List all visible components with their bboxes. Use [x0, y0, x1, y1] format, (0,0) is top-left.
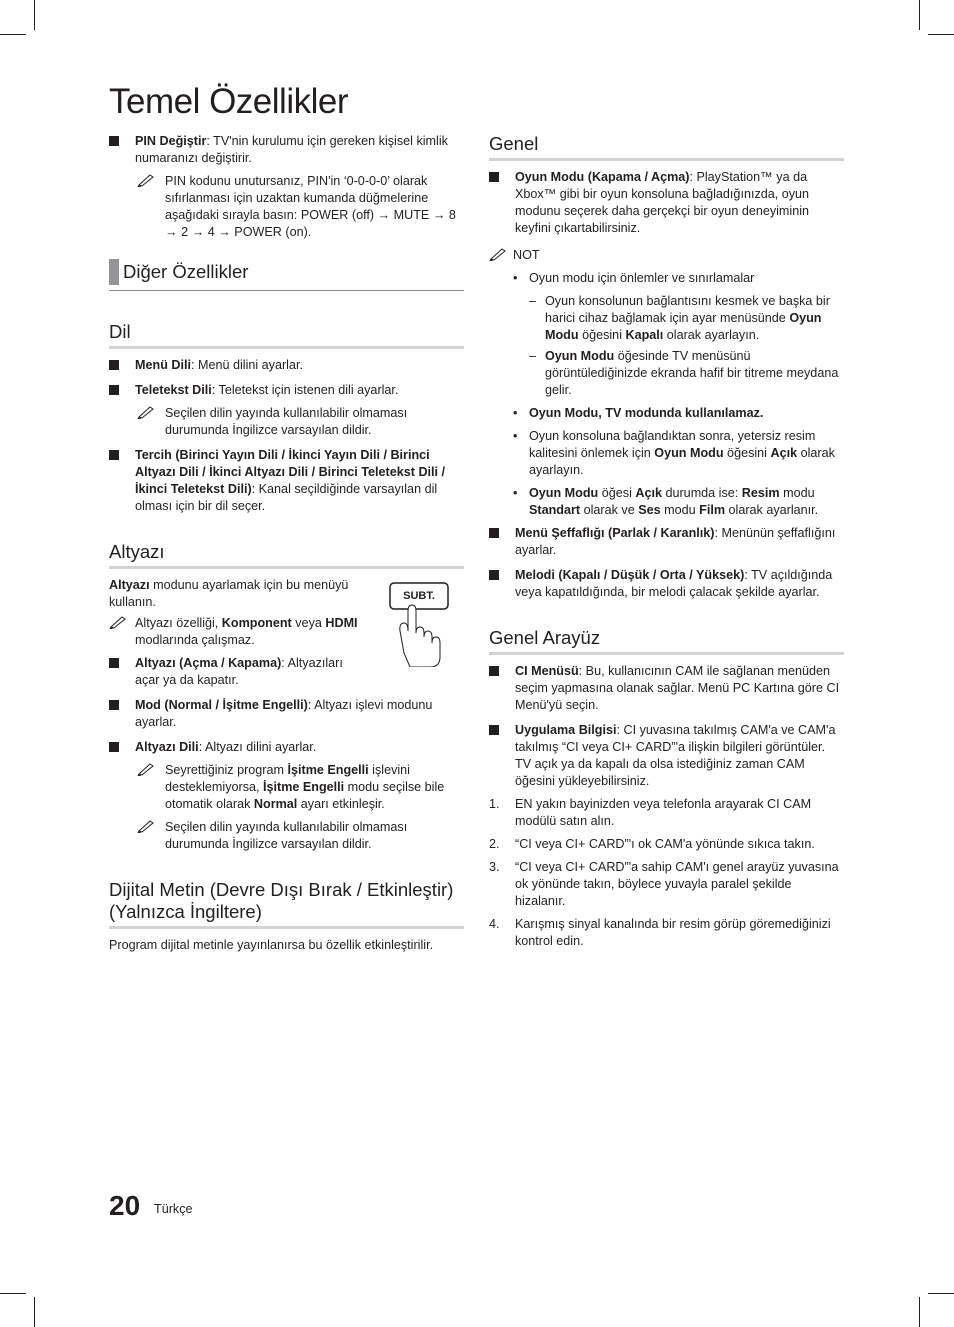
pencil-note-icon — [137, 762, 155, 776]
list-item-text: Oyun modu için önlemler ve sınırlamalar — [529, 271, 755, 285]
step-item — [489, 916, 844, 950]
dash-bullet-icon: – — [529, 294, 537, 308]
page-number: 20 — [109, 1190, 141, 1221]
list-item-text: olarak ayarlanır. — [725, 503, 819, 517]
melodi-text: : TV açıldığında veya kapatıldığında, bir melodi çalacak şekilde ayarlar. — [515, 568, 833, 599]
section-heading-arayuz — [489, 627, 844, 655]
seffaf-text: : Menünün şeffaflığını ayarlar. — [515, 526, 836, 557]
menu-dili-text: : Menü dilini ayarlar. — [190, 358, 303, 372]
crop-mark — [919, 1297, 920, 1327]
pin-note-text: PIN kodunu unutursanız, PIN'in ‘0-0-0-0’ olarak sıfırlanması için uzaktan kumanda düğmelerine aşağıdaki sırayla basın: — [165, 174, 429, 222]
altyazi-intro — [109, 577, 369, 611]
list-item-text: modu — [779, 486, 815, 500]
section-heading-dil — [109, 321, 464, 349]
heading-bar — [109, 259, 119, 285]
step-number: 1. — [489, 797, 500, 811]
normal-text: Normal — [253, 797, 298, 811]
square-bullet-icon — [109, 700, 119, 710]
crop-mark — [0, 1293, 26, 1294]
list-item — [509, 428, 844, 479]
section-heading-genel — [489, 133, 844, 161]
list-item-text: olarak ayarlayın. — [529, 446, 835, 477]
dil-heading: Dil — [109, 321, 131, 342]
hdmi-text: HDMI — [325, 616, 358, 630]
altyazi-dili-item — [109, 739, 464, 756]
mod-label: Mod (Normal / İşitme Engelli) — [135, 698, 308, 712]
not-label: NOT — [513, 248, 540, 262]
isitme-note — [109, 762, 464, 813]
dot-bullet-icon: • — [513, 429, 518, 443]
crop-mark — [34, 1297, 35, 1327]
list-item-text: Oyun konsolunun bağlantısını kesmek ve başka bir harici cihaz bağlamak için ayar menüsünde — [545, 294, 830, 325]
komponent-text: Komponent — [221, 616, 292, 630]
note-text: işlevini desteklemiyorsa, — [165, 763, 410, 794]
ci-label: CI Menüsü — [515, 664, 579, 678]
square-bullet-icon — [109, 360, 119, 370]
crop-mark — [928, 34, 954, 35]
isitme-engelli-text: İşitme Engelli — [263, 780, 345, 794]
seffaflik-item — [489, 525, 844, 559]
mod-item — [109, 697, 464, 731]
altyazi-note-text: Altyazı özelliği, — [135, 616, 222, 630]
steps-list — [489, 796, 844, 950]
oyun-modu-text: Oyun Modu — [654, 446, 724, 460]
ci-text: : Bu, kullanıcının CAM ile sağlanan menüden seçim yapmasına olanak sağlar. Menü PC Kartına göre CI Menü'yü seçin. — [515, 664, 840, 712]
list-item-text: öğesi — [598, 486, 636, 500]
crop-mark — [919, 0, 920, 30]
section-heading-altyazi — [109, 541, 464, 569]
page-title: Temel Özellikler — [109, 82, 348, 121]
teletekst-note-text: Seçilen dilin yayında kullanılabilir olmaması durumunda İngilizce varsayılan dildir. — [165, 406, 408, 437]
step-number: 4. — [489, 917, 500, 931]
list-item-text: öğesini — [578, 328, 626, 342]
pin-label: PIN Değiştir — [135, 134, 207, 148]
list-item — [509, 270, 844, 287]
list-item — [509, 348, 844, 399]
pencil-note-icon — [137, 173, 155, 187]
pin-note-off: (off) → — [348, 208, 394, 222]
pencil-note-icon — [137, 819, 155, 833]
altyazi-dili-text: : Altyazı dilini ayarlar. — [198, 740, 317, 754]
dijital-heading: Dijital Metin (Devre Dışı Bırak / Etkinleştir) (Yalnızca İngiltere) — [109, 879, 454, 922]
menu-dili-label: Menü Dili — [135, 358, 191, 372]
ses-text: Ses — [638, 503, 661, 517]
pin-item — [109, 133, 464, 167]
tercih-text: : Kanal seçildiğinde varsayılan dil olması için bir dil seçer. — [135, 482, 438, 513]
pin-note-on: (on). — [281, 225, 312, 239]
altyazi-dili-note — [109, 819, 464, 853]
list-item-text: olarak ve — [580, 503, 639, 517]
step-number: 2. — [489, 837, 500, 851]
altyazi-dili-note-text: Seçilen dilin yayında kullanılabilir olmaması durumunda İngilizce varsayılan dildir. — [165, 820, 408, 851]
list-item-text: durumda ise: — [661, 486, 742, 500]
oyun-modu-item — [489, 169, 844, 237]
page-language: Türkçe — [154, 1202, 193, 1216]
tercih-label: Tercih (Birinci Yayın Dili / İkinci Yayın Dili / Birinci Altyazı Dili / İkinci Altyazı Dili / Birinci Teletekst Dili / İkinci Teletekst Dili) — [135, 448, 446, 496]
right-column — [489, 133, 844, 956]
step-number: 3. — [489, 860, 500, 874]
square-bullet-icon — [109, 450, 119, 460]
pin-text: : TV'nin kurulumu için gereken kişisel kimlik numaranızı değiştirir. — [135, 134, 448, 165]
list-item-text: olarak ayarlayın. — [663, 328, 760, 342]
seffaf-label: Menü Şeffaflığı (Parlak / Karanlık) — [515, 526, 715, 540]
dot-bullet-icon: • — [513, 271, 518, 285]
step-text: “CI veya CI+ CARD”'a sahip CAM'ı genel arayüz yuvasına ok yönünde takın, böylece yuvayla paralel şekilde hizalanır. — [515, 860, 839, 908]
oyun-modu-text: Oyun Modu — [545, 349, 615, 363]
uyg-label: Uygulama Bilgisi — [515, 723, 617, 737]
tercih-item — [109, 447, 464, 515]
kapali-text: Kapalı — [625, 328, 664, 342]
crop-mark — [928, 1293, 954, 1294]
pin-note — [109, 173, 464, 241]
oyun-modu-text: Oyun Modu — [529, 486, 599, 500]
standart-text: Standart — [529, 503, 581, 517]
remote-hand-icon — [386, 581, 452, 667]
teletekst-text: : Teletekst için istenen dili ayarlar. — [211, 383, 399, 397]
altyazi-intro-text: modunu ayarlamak için bu menüyü kullanın. — [109, 578, 349, 609]
square-bullet-icon — [489, 666, 499, 676]
uyg-text: : CI yuvasına takılmış CAM'a ve CAM'a takılmış “CI veya CI+ CARD”'a ilişkin bilgileri görüntüler. TV açık ya da kapalı da olsa istediğiniz zaman CAM öğesini yükleyebilirsiniz. — [515, 723, 836, 788]
step-text: “CI veya CI+ CARD”'ı ok CAM'a yönünde sıkıca takın. — [515, 837, 815, 851]
uygulama-item — [489, 722, 844, 790]
section-heading-dijital — [109, 879, 464, 929]
note-text: modu seçilse bile otomatik olarak — [165, 780, 445, 811]
isitme-engelli-text: İşitme Engelli — [287, 763, 369, 777]
dash-bullet-icon: – — [529, 349, 537, 363]
dot-bullet-icon: • — [513, 406, 518, 420]
altyazi-dili-label: Altyazı Dili — [135, 740, 199, 754]
arayuz-heading: Genel Arayüz — [489, 627, 601, 648]
melodi-item — [489, 567, 844, 601]
section-heading-diger — [109, 259, 464, 291]
mod-text: : Altyazı işlevi modunu ayarlar. — [135, 698, 433, 729]
ci-menu-item — [489, 663, 844, 714]
left-column — [109, 133, 464, 954]
film-text: Film — [699, 503, 726, 517]
list-item-text: öğesini — [723, 446, 771, 460]
oyun-label: Oyun Modu (Kapama / Açma) — [515, 170, 690, 184]
altyazi-intro-bold: Altyazı — [109, 578, 150, 592]
square-bullet-icon — [489, 570, 499, 580]
altyazi-block — [109, 577, 464, 689]
resim-text: Resim — [741, 486, 780, 500]
power-key: POWER — [234, 225, 282, 239]
not-heading — [489, 247, 844, 264]
teletekst-note — [109, 405, 464, 439]
list-item — [509, 485, 844, 519]
square-bullet-icon — [109, 742, 119, 752]
pin-note-seq: → 8 → 2 → 4 → — [165, 208, 456, 239]
altyazi-note — [109, 615, 369, 649]
step-item — [489, 859, 844, 910]
power-key: POWER — [300, 208, 349, 222]
dot-bullet-icon: • — [513, 486, 518, 500]
altyazi-acma-item — [109, 655, 349, 689]
altyazi-acma-text: : Altyazıları açar ya da kapatır. — [135, 656, 343, 687]
list-item — [509, 405, 844, 422]
oyun-text: : PlayStation™ ya da Xbox™ gibi bir oyun konsoluna bağladığınızda, oyun modunu seçerek daha gerçekçi bir oyun deneyiminin keyfini çıkartabilirsiniz. — [515, 170, 810, 235]
pencil-note-icon — [109, 615, 127, 629]
dijital-text: Program dijital metinle yayınlanırsa bu özellik etkinleştirilir. — [109, 938, 434, 952]
step-text: EN yakın bayinizden veya telefonla arayarak CI CAM modülü satın alın. — [515, 797, 812, 828]
pencil-note-icon — [489, 247, 507, 261]
subt-button-label: SUBT. — [403, 590, 435, 602]
step-text: Karışmış sinyal kanalında bir resim görüp göremediğinizi kontrol edin. — [515, 917, 831, 948]
altyazi-heading: Altyazı — [109, 541, 165, 562]
square-bullet-icon — [489, 172, 499, 182]
genel-heading: Genel — [489, 133, 539, 154]
step-item — [489, 796, 844, 830]
list-item-text: modu — [660, 503, 700, 517]
square-bullet-icon — [489, 528, 499, 538]
crop-mark — [34, 0, 35, 30]
square-bullet-icon — [109, 136, 119, 146]
not-list — [489, 270, 844, 519]
list-item — [509, 293, 844, 344]
note-text: Seyrettiğiniz program — [165, 763, 288, 777]
note-text: ayarı etkinleşir. — [297, 797, 385, 811]
diger-heading: Diğer Özellikler — [123, 261, 249, 282]
teletekst-item — [109, 382, 464, 399]
acik-text: Açık — [635, 486, 662, 500]
crop-mark — [0, 34, 26, 35]
melodi-label: Melodi (Kapalı / Düşük / Orta / Yüksek) — [515, 568, 745, 582]
pencil-note-icon — [137, 405, 155, 419]
square-bullet-icon — [109, 658, 119, 668]
acik-text: Açık — [770, 446, 798, 460]
step-item — [489, 836, 844, 853]
teletekst-label: Teletekst Dili — [135, 383, 212, 397]
altyazi-acma-label: Altyazı (Açma / Kapama) — [135, 656, 282, 670]
square-bullet-icon — [109, 385, 119, 395]
oyun-modu-text: Oyun Modu — [545, 311, 822, 342]
list-item-text: öğesinde TV menüsünü görüntülediğinizde ekranda hafif bir titreme meydana gelir. — [545, 349, 839, 397]
altyazi-note-text: veya — [291, 616, 326, 630]
altyazi-note-text: modlarında çalışmaz. — [135, 633, 255, 647]
list-item-text: Oyun konsoluna bağlandıktan sonra, yetersiz resim kalitesini önlemek için — [529, 429, 816, 460]
list-item-text: Oyun Modu, TV modunda kullanılamaz. — [529, 406, 764, 420]
menu-dili-item — [109, 357, 464, 374]
mute-key: MUTE — [393, 208, 430, 222]
square-bullet-icon — [489, 725, 499, 735]
